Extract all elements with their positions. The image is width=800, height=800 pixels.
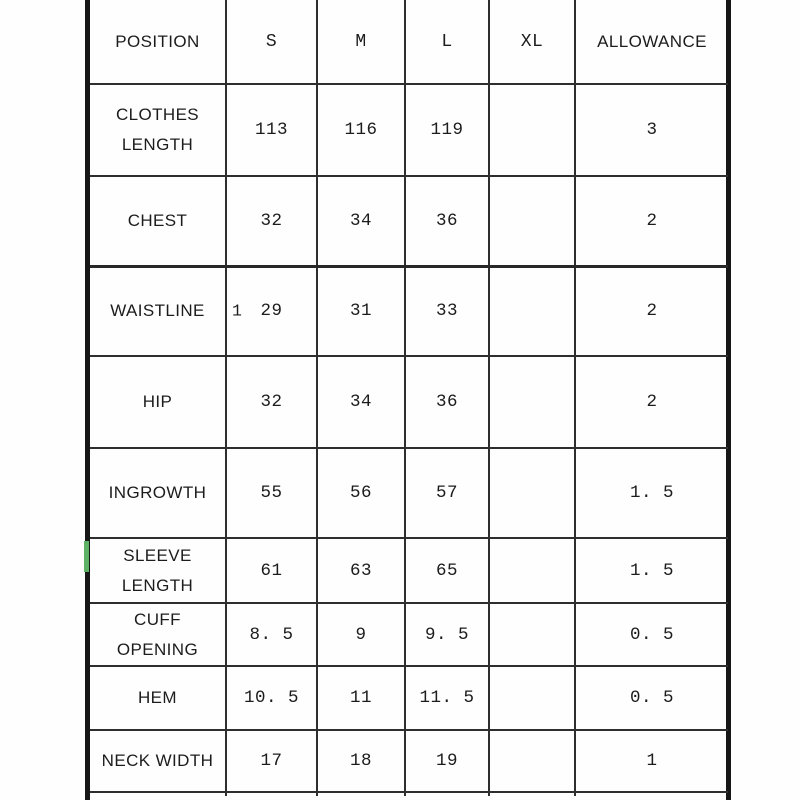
cell-m: 34 — [317, 356, 405, 448]
row-label: CHEST — [90, 176, 226, 266]
row-label: WAISTLINE — [90, 266, 226, 356]
cell-m: 56 — [317, 448, 405, 538]
cell-m: 116 — [317, 84, 405, 176]
row-ingrowth — [90, 448, 728, 538]
header-cell-position: POSITION — [90, 0, 226, 84]
size-chart-table — [90, 0, 728, 796]
cell-xl — [489, 176, 575, 266]
header-cell-m: M — [317, 0, 405, 84]
cell-xl — [489, 448, 575, 538]
cell-m: 18 — [317, 730, 405, 792]
row-clothes-length — [90, 84, 728, 176]
green-mark-artifact — [84, 541, 89, 572]
cell-allowance: 1. 5 — [575, 538, 728, 603]
cell-l: 11. 5 — [405, 666, 489, 730]
cell-s: 55 — [226, 448, 317, 538]
cell-s: 113 — [226, 84, 317, 176]
header-cell-s: S — [226, 0, 317, 84]
size-chart-table-wrap — [85, 0, 731, 800]
cell-l: 36 — [405, 356, 489, 448]
cell-xl — [489, 666, 575, 730]
row-label: HEM — [90, 666, 226, 730]
cell-xl — [489, 356, 575, 448]
row-label: CLOTHES LENGTH — [90, 84, 226, 176]
row-label: NECK WIDTH — [90, 730, 226, 792]
row-label: SLEEVE LENGTH — [90, 538, 226, 603]
cell-m: 11 — [317, 666, 405, 730]
cell-xl — [489, 266, 575, 356]
cell-l: 119 — [405, 84, 489, 176]
cell-s — [226, 266, 317, 356]
cell-allowance: 1. 5 — [575, 448, 728, 538]
header-row — [90, 0, 728, 84]
cell-xl — [489, 603, 575, 666]
cell-xl — [489, 538, 575, 603]
row-hem — [90, 666, 728, 730]
cell-xl — [489, 730, 575, 792]
header-cell-l: L — [405, 0, 489, 84]
cell-l: 36 — [405, 176, 489, 266]
cell-s: 32 — [226, 176, 317, 266]
stray-digit-artifact: 1 — [232, 301, 243, 321]
cell-s: 17 — [226, 730, 317, 792]
row-neck-width — [90, 730, 728, 792]
row-label: CUFF OPENING — [90, 603, 226, 666]
row-cuff-opening — [90, 603, 728, 666]
row-hip — [90, 356, 728, 448]
row-label: INGROWTH — [90, 448, 226, 538]
header-cell-allowance: ALLOWANCE — [575, 0, 728, 84]
cell-allowance: 2 — [575, 356, 728, 448]
cell-l: 19 — [405, 730, 489, 792]
cell-xl — [489, 84, 575, 176]
cell-allowance: 2 — [575, 176, 728, 266]
cell-allowance: 2 — [575, 266, 728, 356]
cell-s: 10. 5 — [226, 666, 317, 730]
cell-s-value: 29 — [260, 301, 283, 322]
row-chest — [90, 176, 728, 266]
cell-l: 57 — [405, 448, 489, 538]
cell-allowance: 3 — [575, 84, 728, 176]
cell-allowance: 0. 5 — [575, 666, 728, 730]
cell-l: 9. 5 — [405, 603, 489, 666]
cell-l: 65 — [405, 538, 489, 603]
cell-allowance: 0. 5 — [575, 603, 728, 666]
row-sleeve-length — [90, 538, 728, 603]
cell-s: 61 — [226, 538, 317, 603]
row-label: HIP — [90, 356, 226, 448]
cell-allowance: 1 — [575, 730, 728, 792]
cell-s: 32 — [226, 356, 317, 448]
row-waistline — [90, 266, 728, 356]
header-cell-xl: XL — [489, 0, 575, 84]
cell-m: 34 — [317, 176, 405, 266]
cell-m: 31 — [317, 266, 405, 356]
cell-l: 33 — [405, 266, 489, 356]
cell-m: 9 — [317, 603, 405, 666]
cell-s: 8. 5 — [226, 603, 317, 666]
row-cutoff-sliver — [90, 792, 728, 796]
cell-m: 63 — [317, 538, 405, 603]
